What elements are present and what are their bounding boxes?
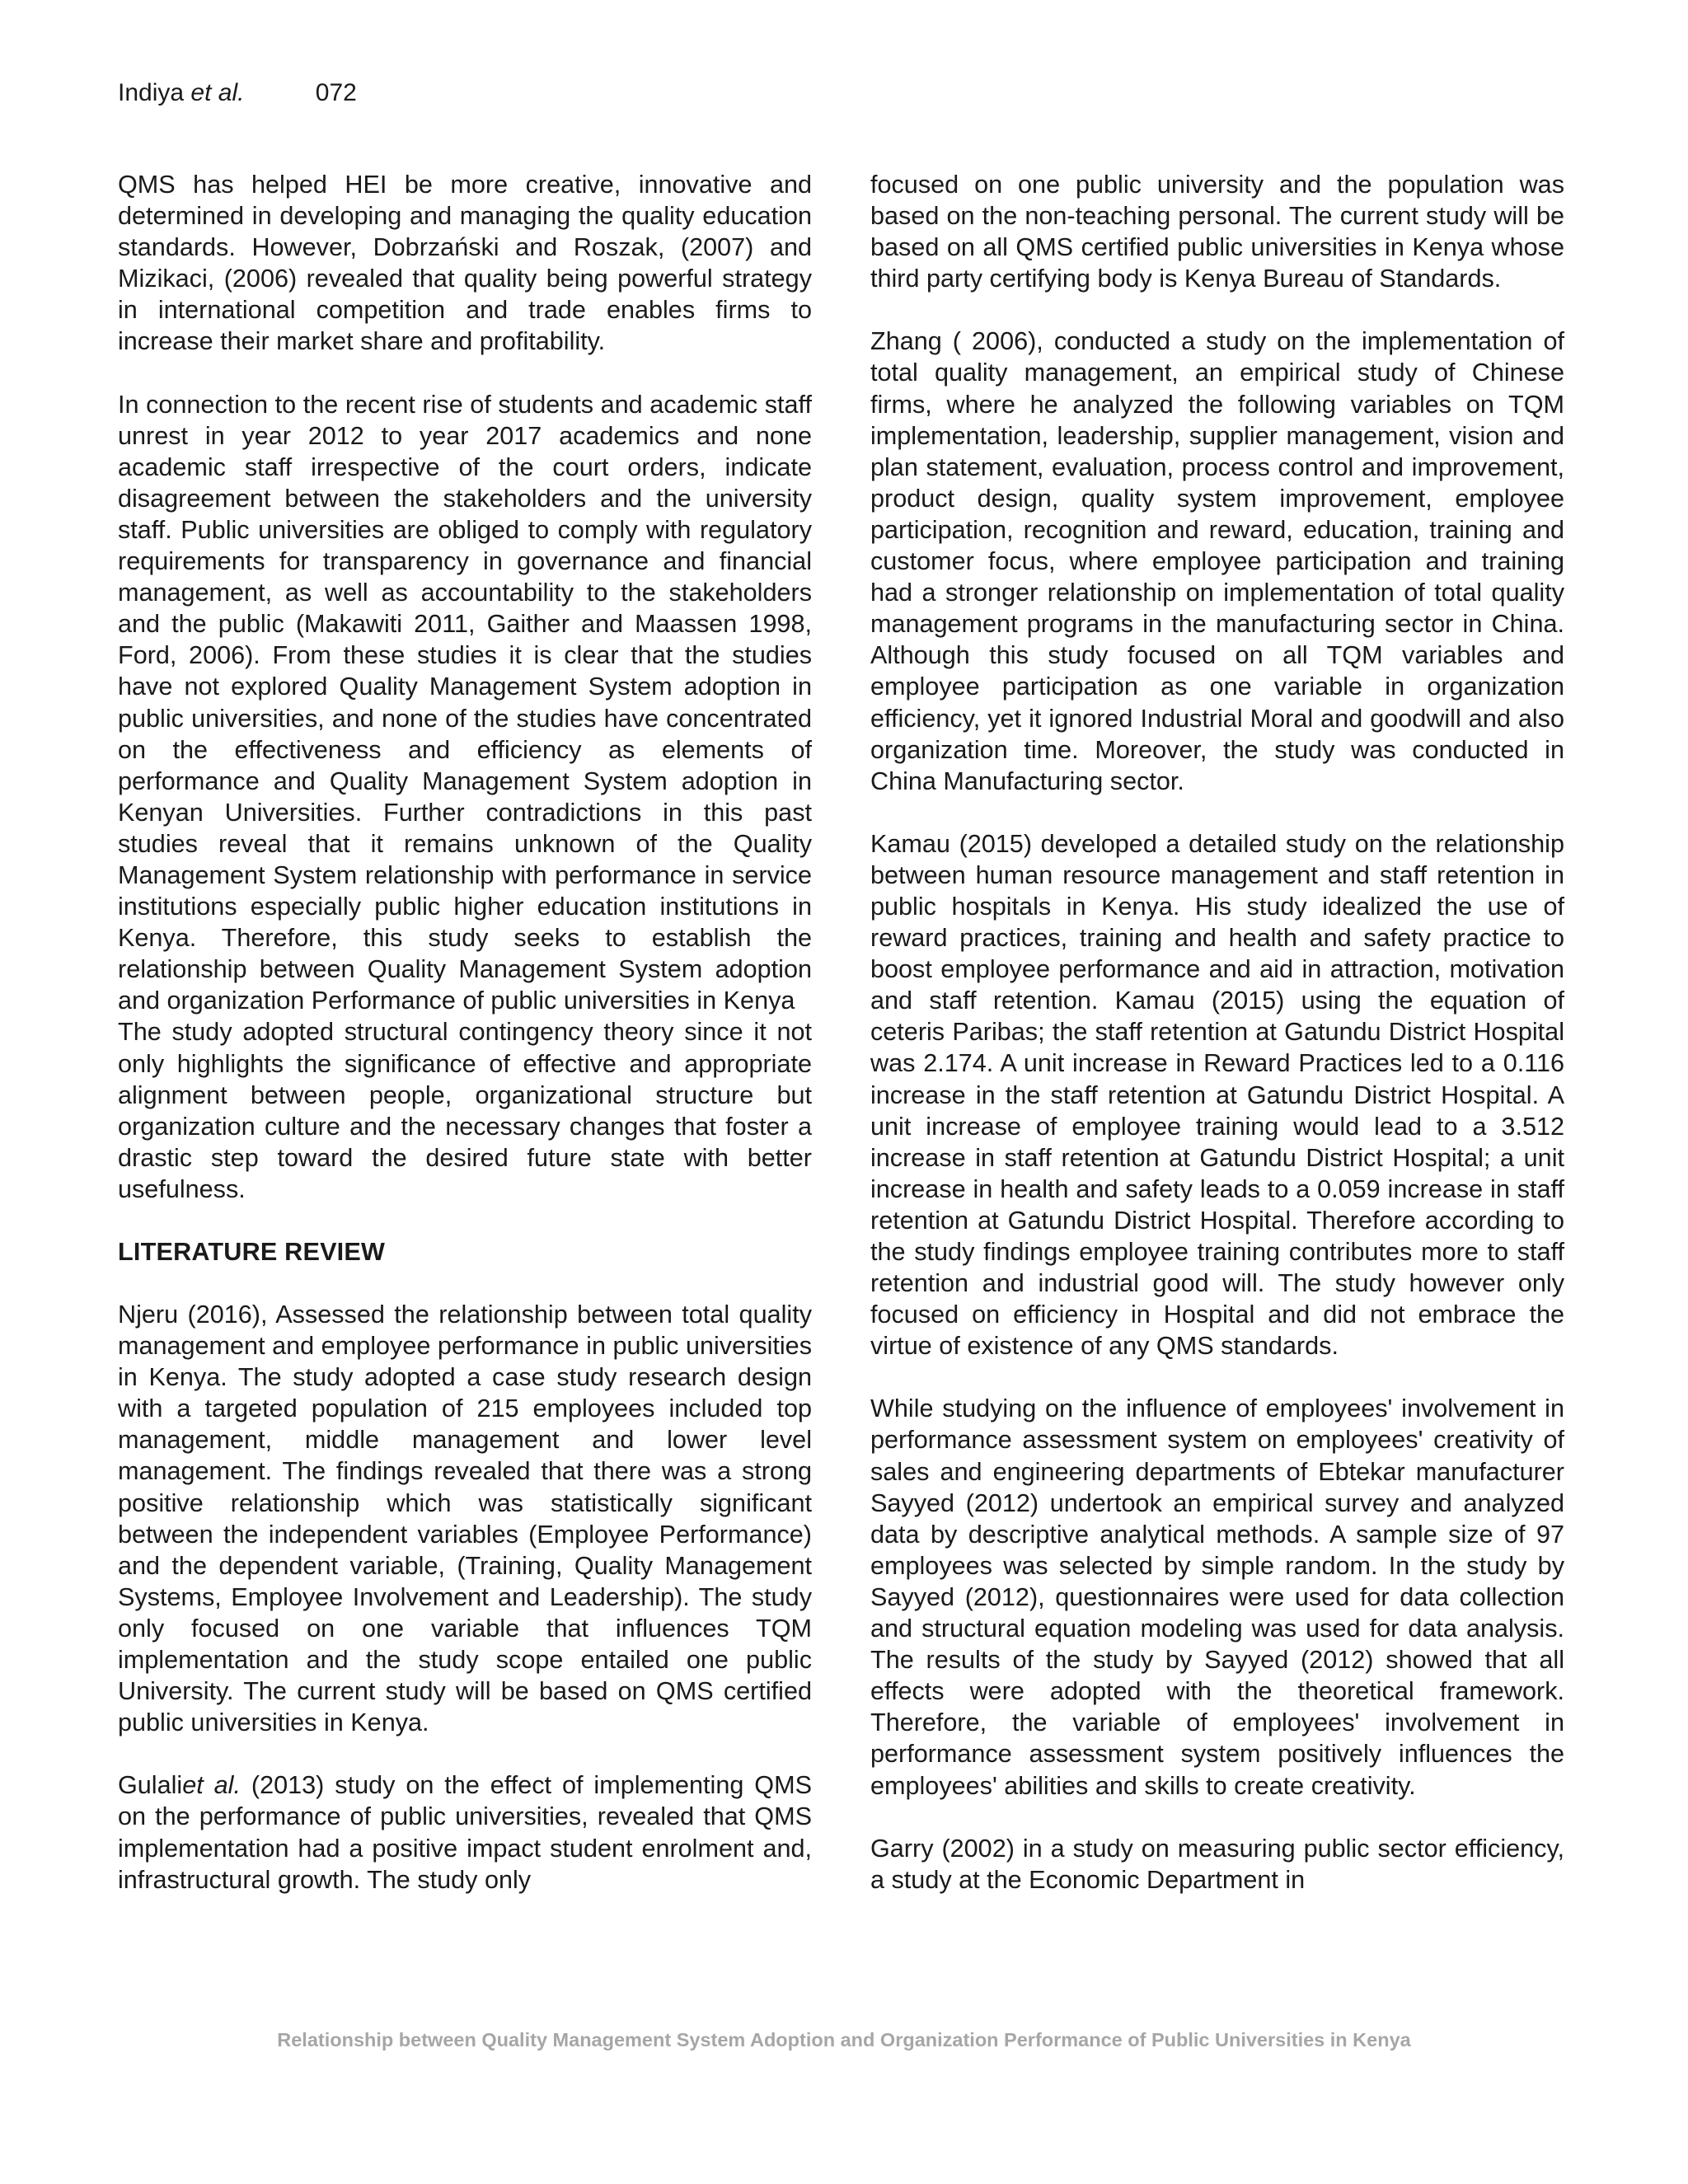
right-paragraph-2: Zhang ( 2006), conducted a study on the implementation of total quality management, an empirical study of Chinese firms, where he analyzed the following variables on TQM implementation, leadership, supplier management, vision and plan statement, evaluation, process control and improvement, product design, quality system improvement, employee participation, recognition and reward, education, training and customer focus, where employee participation and training had a stronger relationship on implementation of total quality management programs in the manufacturing sector in China. Although this study focused on all TQM variables and employee participation as one variable in organization efficiency, yet it ignored Industrial Moral and goodwill and also organization time. Moreover, the study was conducted in China Manufacturing sector. [870,327,1564,795]
right-paragraph-5: Garry (2002) in a study on measuring public sector efficiency, a study at the Economic Department in [870,1834,1564,1894]
right-paragraph-3: Kamau (2015) developed a detailed study on the relationship between human resource management and staff retention in public hospitals in Kenya. His study idealized the use of reward practices, training and health and safety practice to boost employee performance and aid in attraction, motivation and staff retention. Kamau (2015) using the equation of ceteris Paribas; the staff retention at Gatundu District Hospital was 2.174. A unit increase in Reward Practices led to a 0.116 increase in the staff retention at Gatundu District Hospital. A unit increase of employee training would lead to a 3.512 increase in staff retention at Gatundu District Hospital; a unit increase in health and safety leads to a 0.059 increase in staff retention at Gatundu District Hospital. Therefore according to the study findings employee training contributes more to staff retention and industrial good will. The study however only focused on efficiency in Hospital and did not embrace the virtue of existence of any QMS standards. [870,829,1564,1361]
running-footer: Relationship between Quality Management System Adoption and Organization Performance of Public Universities in Kenya [277,2029,1411,2050]
left-p5-etal: et al. [182,1771,241,1800]
header-etal: et al. [190,79,245,106]
left-p5-author: Gulali [118,1771,183,1800]
section-heading-literature-review: LITERATURE REVIEW [118,1238,386,1266]
left-column [118,169,812,1896]
right-column [870,169,1564,1896]
left-p5-text: (2013) study on the effect of implementing QMS on the performance of public universities, revealed that QMS implementation had a positive impact student enrolment and, infrastructural growth. The study only [118,1771,812,1894]
right-paragraph-4: While studying on the influence of employees' involvement in performance assessment system on employees' creativity of sales and engineering departments of Ebtekar manufacturer Sayyed (2012) undertook an empirical survey and analyzed data by descriptive analytical methods. A sample size of 97 employees was selected by simple random. In the study by Sayyed (2012), questionnaires were used for data collection and structural equation modeling was used for data analysis. The results of the study by Sayyed (2012) showed that all effects were adopted with the theoretical framework. Therefore, the variable of employees' involvement in performance assessment system positively influences the employees' abilities and skills to create creativity. [870,1394,1564,1800]
header-page-number: 072 [315,79,357,106]
left-paragraph-3: The study adopted structural contingency theory since it not only highlights the significance of effective and appropriate alignment between people, organizational structure but organization culture and the necessary changes that foster a drastic step toward the desired future state with better usefulness. [118,1018,812,1203]
right-paragraph-1: focused on one public university and the population was based on the non-teaching personal. The current study will be based on all QMS certified public universities in Kenya whose third party certifying body is Kenya Bureau of Standards. [870,171,1564,293]
left-paragraph-2: In connection to the recent rise of students and academic staff unrest in year 2012 to year 2017 academics and none academic staff irrespective of the court orders, indicate disagreement between the stakeholders and the university staff. Public universities are obliged to comply with regulatory requirements for transparency in governance and financial management, as well as accountability to the stakeholders and the public (Makawiti 2011, Gaither and Maassen 1998, Ford, 2006). From these studies it is clear that the studies have not explored Quality Management System adoption in public universities, and none of the studies have concentrated on the effectiveness and efficiency as elements of performance and Quality Management System adoption in Kenyan Universities. Further contradictions in this past studies reveal that it remains unknown of the Quality Management System relationship with performance in service institutions especially public higher education institutions in Kenya. Therefore, this study seeks to establish the relationship between Quality Management System adoption and organization Performance of public universities in Kenya [118,390,812,1015]
left-paragraph-1: QMS has helped HEI be more creative, innovative and determined in developing and managing the quality education standards. However, Dobrzański and Roszak, (2007) and Mizikaci, (2006) revealed that quality being powerful strategy in international competition and trade enables firms to increase their market share and profitability. [118,171,812,356]
running-head [118,78,357,108]
left-paragraph-5 [118,1769,812,1895]
left-paragraph-4: Njeru (2016), Assessed the relationship between total quality management and employee performance in public universities in Kenya. The study adopted a case study research design with a targeted population of 215 employees included top management, middle management and lower level management. The findings revealed that there was a strong positive relationship which was statistically significant between the independent variables (Employee Performance) and the dependent variable, (Training, Quality Management Systems, Employee Involvement and Leadership). The study only focused on one variable that influences TQM implementation and the study scope entailed one public University. The current study will be based on QMS certified public universities in Kenya. [118,1301,812,1737]
header-author: Indiya [118,79,185,106]
